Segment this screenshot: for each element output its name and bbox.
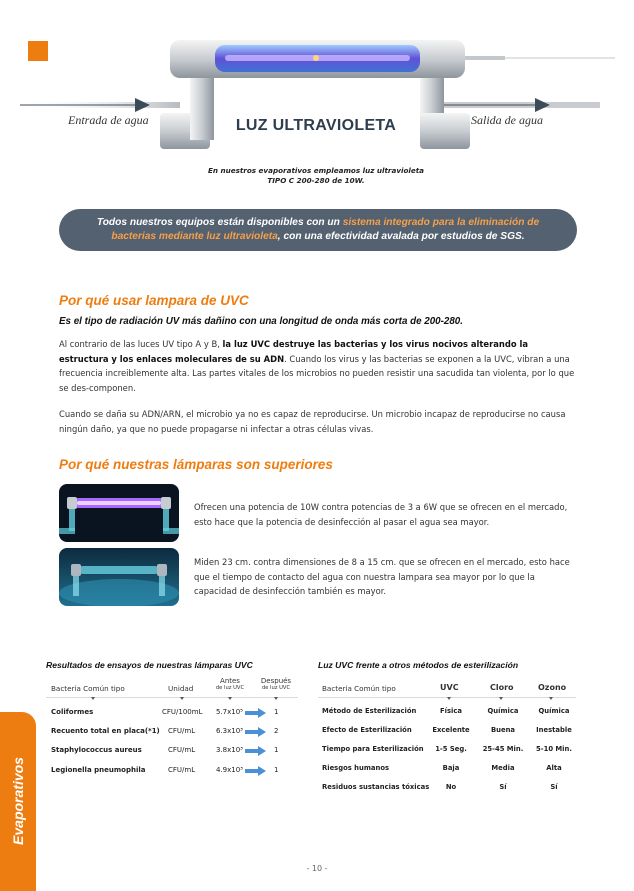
t2-cell-cloro: 25-45 Min. [482,745,524,753]
info-banner [59,209,577,251]
uv-lamp-illustration [0,30,634,160]
t1-cell-after: 1 [274,746,279,754]
lamp-photo [59,484,179,542]
table1-col-unidad: Unidad [168,684,194,693]
t2-cell-name: Riesgos humanos [322,764,390,772]
t2-cell-ozono: Inestable [536,726,572,734]
t1-cell-unit: CFU/mL [168,727,196,735]
t2-cell-cloro: Buena [490,726,516,734]
arrow-icon [245,708,267,718]
table1-marker-4 [274,697,278,700]
t2-cell-ozono: 5-10 Min. [536,745,572,753]
table2-col-bacteria: Bacteria Común tipo [322,684,396,693]
col-despues-sub: de luz UVC [261,684,291,691]
t2-cell-uvc: Excelente [432,726,470,734]
section1-paragraph1 [59,337,579,395]
feature2-text: Miden 23 cm. contra dimensiones de 8 a 15 cm. que se ofrecen en el mercado, esto hace que el tiempo de contacto del agua con nuestra lampara sea mayor por lo que la capacidad de desinfección también es mayor. [194,557,570,596]
table1-marker-2 [180,697,184,700]
table1-title: Resultados de ensayos de nuestras lámparas UVC [46,660,253,670]
feature1-text: Ofrecen una potencia de 10W contra potencias de 3 a 6W que se ofrecen en el mercado, esto hace que la potencia de desinfección al pasar el agua sea mayor. [194,502,568,527]
table2-marker-1 [447,697,451,700]
lamp-water-photo [59,548,179,606]
t2-cell-uvc: Baja [442,764,460,772]
section1-subheading: Es el tipo de radiación UV más dañino con una longitud de onda más corta de 200-280. [59,316,463,327]
hero-caption-line2: TIPO C 200-280 de 10W. [267,176,365,185]
banner-text-2: , con una efectividad avalada por estudios de SGS. [277,231,525,242]
hero-caption-line1: En nuestros evaporativos empleamos luz ultravioleta [207,166,425,175]
table1-col-bacteria: Bacteria Común tipo [51,684,125,693]
t2-cell-name: Residuos sustancias tóxicas [322,783,430,791]
t1-cell-unit: CFU/mL [168,746,196,754]
t1-cell-name: Recuento total en placa(*1) [51,727,160,735]
t1-cell-after: 1 [274,708,279,716]
table1-col-despues [254,678,298,691]
water-outlet-label: Salida de agua [471,113,543,127]
t1-cell-name: Legionella pneumophila [51,766,146,774]
banner-text-1: Todos nuestros equipos están disponibles con un [96,217,343,228]
table2-col-ozono: Ozono [538,683,567,692]
t1-cell-after: 2 [274,727,279,735]
t1-cell-unit: CFU/100mL [162,708,203,716]
section1-paragraph2: Cuando se daña su ADN/ARN, el microbio ya no es capaz de reproducirse. Un microbio incapaz de reproducirse no causa ningún daño, ya que no puede propagarse ni infectar a otras células vivas. [59,409,566,434]
t2-cell-cloro: Media [491,764,515,772]
section2-heading: Por qué nuestras lámparas son superiores [59,457,333,472]
table1-col-antes [208,678,252,691]
t1-cell-name: Staphylococcus aureus [51,746,142,754]
hero-title: LUZ ULTRAVIOLETA [235,117,397,134]
t2-cell-uvc: 1-5 Seg. [435,745,467,753]
t1-cell-before: 4.9x10³ [216,766,243,774]
col-antes-sub: de luz UVC [215,684,245,691]
t2-cell-cloro: Sí [499,783,507,791]
t2-cell-uvc: Física [440,707,462,715]
banner-highlight: sistema integrado para la eliminación de bacterias mediante luz ultravioleta [111,217,540,242]
t1-cell-unit: CFU/mL [168,766,196,774]
arrow-icon [245,766,267,776]
table1-marker-1 [91,697,95,700]
water-inlet-label: Entrada de agua [68,113,149,127]
hero-caption [196,166,436,186]
t2-cell-name: Efecto de Esterilización [322,726,412,734]
t1-cell-after: 1 [274,766,279,774]
arrow-icon [245,746,267,756]
table1-header-line [46,697,298,698]
t2-cell-ozono: Sí [550,783,558,791]
page-number: - 10 - [306,864,328,873]
t2-cell-cloro: Química [487,707,519,715]
t2-cell-uvc: No [445,783,457,791]
p1-bold: la luz UVC destruye las bacterias y los virus nocivos alterando la estructura y los enlaces moleculares de su ADN [59,339,529,364]
table2-col-cloro: Cloro [490,683,514,692]
table2-title: Luz UVC frente a otros métodos de esterilización [318,660,519,670]
table2-col-uvc: UVC [440,683,459,692]
t1-cell-before: 5.7x10⁵ [216,708,243,716]
t2-cell-name: Método de Esterilización [322,707,417,715]
arrow-icon [245,727,267,737]
t1-cell-before: 6.3x10³ [216,727,243,735]
p1-text-c: . Cuando los virus y las bacterias se exponen a la UVC, vibran a una frecuencia increiblemente alta. Las partes vitales de los microbios no pueden resistir una sacudida tan violenta, por lo que se des-componen. [59,353,575,393]
table2-marker-3 [549,697,553,700]
section1-heading: Por qué usar lampara de UVC [59,293,249,308]
col-despues-label: Después [260,677,292,685]
side-tab-label: Evaporativos [10,757,26,845]
t2-cell-ozono: Alta [546,764,562,772]
t1-cell-name: Coliformes [51,708,94,716]
col-antes-label: Antes [220,677,240,685]
table1-marker-3 [228,697,232,700]
table2-marker-2 [499,697,503,700]
t1-cell-before: 3.8x10³ [216,746,243,754]
t2-cell-ozono: Química [538,707,570,715]
p1-text-a: Al contrario de las luces UV tipo A y B, [59,339,223,349]
t2-cell-name: Tiempo para Esterilización [322,745,424,753]
